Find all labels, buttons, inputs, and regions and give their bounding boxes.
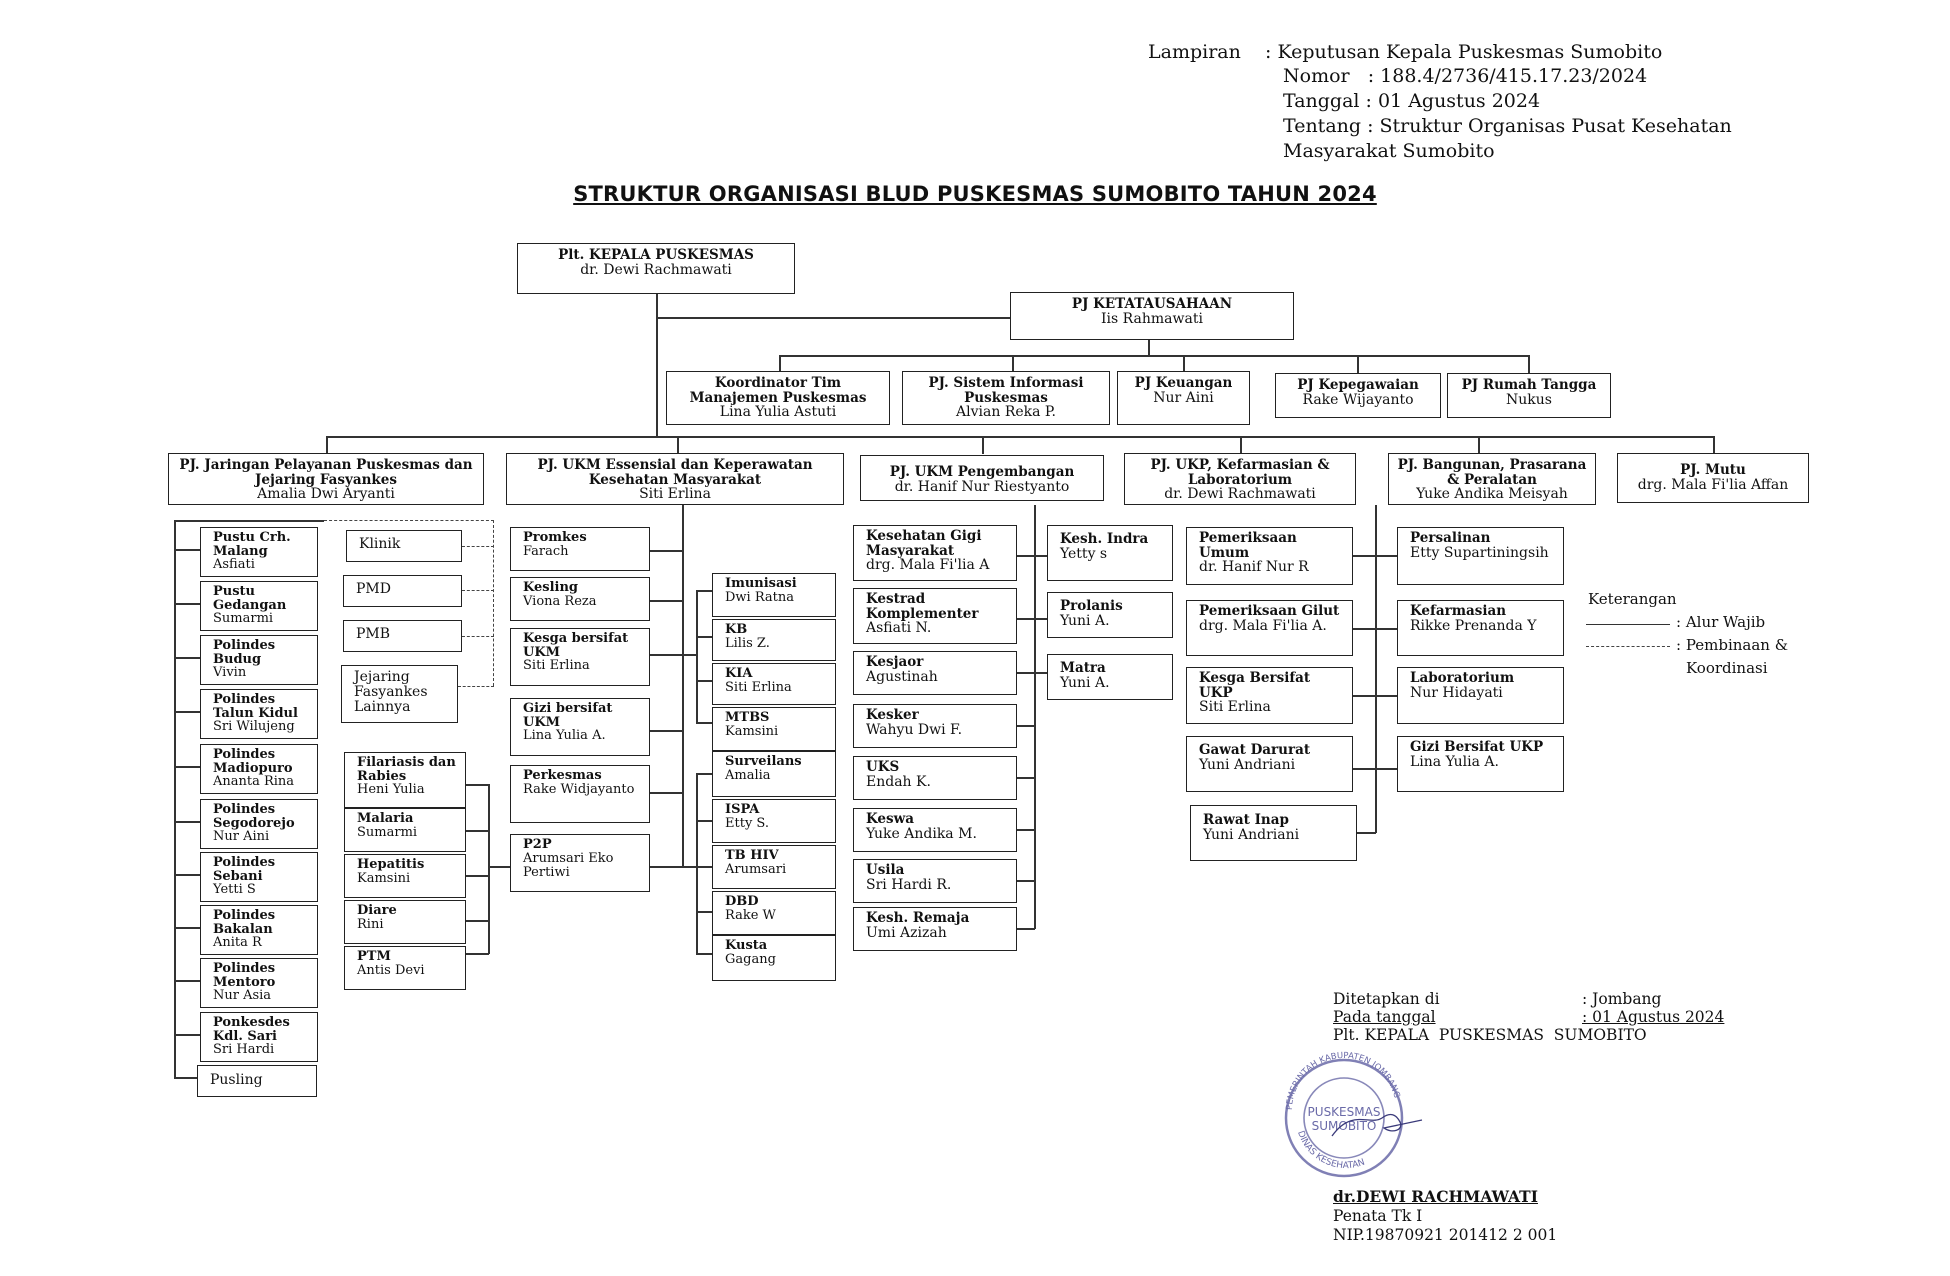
pj-box: PJ. UKM Pengembangan dr. Hanif Nur Riestyanto [860,455,1104,501]
ukp-unit: Rawat Inap Yuni Andriani [1190,805,1357,861]
jaringan-unit: Polindes Mentoro Nur Asia [200,958,318,1008]
ukm-essensial-unit: Promkes Farach [510,527,650,571]
jaringan-unit: Pustu Crh. Malang Asfiati [200,527,318,577]
legend-solid-line [1586,624,1670,625]
ukm-pengembangan-right-unit: Prolanis Yuni A. [1047,592,1173,638]
ukp-right-unit: Laboratorium Nur Hidayati [1397,667,1564,724]
nomor-line: Nomor : 188.4/2736/415.17.23/2024 [1283,65,1648,87]
jejaring-box: Klinik [346,530,462,562]
p2-unit: Hepatitis Kamsini [344,854,466,898]
legend-solid-label: : Alur Wajib [1676,613,1766,631]
svg-text:PEMERINTAH KABUPATEN JOMBANG [1285,1051,1402,1110]
ukm-pengembangan-right-unit: Matra Yuni A. [1047,654,1173,700]
tentang-line-2: Masyarakat Sumobito [1283,140,1495,162]
jaringan-unit: Polindes Bakalan Anita R [200,905,318,955]
jejaring-box: PMB [343,620,462,652]
ukp-unit: Gawat Darurat Yuni Andriani [1186,736,1353,792]
ukm-essensial-unit: P2P Arumsari Eko Pertiwi [510,834,650,892]
kesga-sub-unit: KB Lilis Z. [712,619,836,661]
jaringan-unit: Polindes Budug Vivin [200,635,318,685]
legend-title: Keterangan [1588,590,1677,608]
ukm-pengembangan-unit: Kesker Wahyu Dwi F. [853,704,1017,748]
stamp-top-text: PEMERINTAH KABUPATEN JOMBANG [1284,1050,1402,1111]
pj-box: PJ. UKP, Kefarmasian & Laboratorium dr. Dewi Rachmawati [1124,453,1356,505]
ukm-essensial-unit: Kesling Viona Reza [510,577,650,621]
ukm-pengembangan-unit: Kesjaor Agustinah [853,651,1017,695]
kesga-sub-unit: KIA Siti Erlina [712,663,836,705]
admin-unit: PJ Keuangan Nur Aini [1117,371,1250,425]
p2-unit: Malaria Sumarmi [344,808,466,852]
kesga-sub-unit: MTBS Kamsini [712,707,836,751]
p2p-sub-unit: DBD Rake W [712,891,836,935]
signer-nip: NIP.19870921 201412 2 001 [1333,1226,1558,1244]
jejaring-box: Jejaring Fasyankes Lainnya [341,665,458,723]
p2p-sub-unit: TB HIV Arumsari [712,845,836,889]
tentang-line-1: Tentang : Struktur Organisas Pusat Kesehatan [1283,115,1732,137]
jaringan-unit: Polindes Madiopuro Ananta Rina [200,744,318,794]
stamp-center-2: SUMOBITO [1311,1119,1377,1133]
ketatausahaan-box [1010,292,1294,340]
pusling-box: Pusling [197,1065,317,1097]
signer-rank: Penata Tk I [1333,1207,1423,1225]
pj-box: PJ. Jaringan Pelayanan Puskesmas dan Jejaring Fasyankes Amalia Dwi Aryanti [168,453,484,505]
p2p-sub-unit: Surveilans Amalia [712,751,836,797]
lampiran-label: Lampiran [1148,41,1241,63]
ukm-pengembangan-unit: Usila Sri Hardi R. [853,859,1017,903]
ukm-pengembangan-right-unit: Kesh. Indra Yetty s [1047,525,1173,581]
pj-box: PJ. UKM Essensial dan Keperawatan Kesehatan Masyarakat Siti Erlina [506,453,844,505]
pj-box: PJ. Mutu drg. Mala Fi'lia Affan [1617,453,1809,503]
ditetapkan-value: : Jombang [1582,990,1662,1008]
admin-unit: PJ Rumah Tangga Nukus [1447,373,1611,418]
kesga-sub-unit: Imunisasi Dwi Ratna [712,573,836,617]
pada-value: : 01 Agustus 2024 [1582,1008,1725,1026]
ukp-right-unit: Gizi Bersifat UKP Lina Yulia A. [1397,736,1564,792]
official-stamp [1272,1048,1426,1186]
page-title: STRUKTUR ORGANISASI BLUD PUSKESMAS SUMOBITO TAHUN 2024 [573,182,1377,206]
kepala-title: Plt. KEPALA PUSKESMAS [558,247,754,263]
signer-name: dr.DEWI RACHMAWATI [1333,1187,1538,1206]
jaringan-unit: Polindes Segodorejo Nur Aini [200,799,318,849]
ukp-unit: Pemeriksaan Umum dr. Hanif Nur R [1186,527,1353,585]
ketatausahaan-title: PJ KETATAUSAHAAN [1071,296,1233,312]
jejaring-box: PMD [343,575,462,607]
ukm-essensial-unit: Gizi bersifat UKM Lina Yulia A. [510,698,650,756]
lampiran-value: : Keputusan Kepala Puskesmas Sumobito [1265,41,1663,63]
ukm-pengembangan-unit: Kestrad Komplementer Asfiati N. [853,588,1017,644]
p2-unit: PTM Antis Devi [344,946,466,990]
p2p-sub-unit: Kusta Gagang [712,935,836,981]
kepala-name: dr. Dewi Rachmawati [580,261,732,278]
legend-dashed-line [1586,646,1670,647]
kepala-puskesmas-box [517,243,795,294]
legend-dashed-label: : Pembinaan & [1676,636,1789,654]
jabatan: Plt. KEPALA PUSKESMAS SUMOBITO [1333,1026,1647,1044]
ukm-pengembangan-unit: Kesh. Remaja Umi Azizah [853,907,1017,951]
ukp-right-unit: Persalinan Etty Supartiningsih [1397,527,1564,585]
jaringan-unit: Polindes Talun Kidul Sri Wilujeng [200,689,318,739]
pj-box: PJ. Bangunan, Prasarana & Peralatan Yuke Andika Meisyah [1388,453,1596,505]
stamp-center-1: PUSKESMAS [1307,1105,1381,1119]
ukm-pengembangan-unit: UKS Endah K. [853,756,1017,800]
p2p-sub-unit: ISPA Etty S. [712,799,836,843]
admin-unit: PJ Kepegawaian Rake Wijayanto [1275,373,1441,418]
jaringan-unit: Polindes Sebani Yetti S [200,852,318,902]
admin-unit: PJ. Sistem Informasi Puskesmas Alvian Reka P. [902,371,1110,425]
ukp-unit: Pemeriksaan Gilut drg. Mala Fi'lia A. [1186,600,1353,656]
ukp-right-unit: Kefarmasian Rikke Prenanda Y [1397,600,1564,656]
ukp-unit: Kesga Bersifat UKP Siti Erlina [1186,667,1353,724]
jaringan-unit: Ponkesdes Kdl. Sari Sri Hardi [200,1012,318,1062]
stamp-bottom-text: DINAS KESEHATAN [1295,1129,1367,1172]
pada-label: Pada tanggal [1333,1008,1436,1026]
p2-unit: Filariasis dan Rabies Heni Yulia [344,752,466,808]
jaringan-unit: Pustu Gedangan Sumarmi [200,581,318,631]
ukm-essensial-unit: Kesga bersifat UKM Siti Erlina [510,628,650,686]
svg-text:DINAS KESEHATAN [1295,1130,1366,1172]
ukm-pengembangan-unit: Keswa Yuke Andika M. [853,808,1017,852]
admin-unit: Koordinator Tim Manajemen Puskesmas Lina Yulia Astuti [666,371,890,425]
ditetapkan-label: Ditetapkan di [1333,990,1440,1008]
p2-unit: Diare Rini [344,900,466,944]
ukm-pengembangan-unit: Kesehatan Gigi Masyarakat drg. Mala Fi'lia A [853,525,1017,581]
ketatausahaan-name: Iis Rahmawati [1101,310,1203,327]
ukm-essensial-unit: Perkesmas Rake Widjayanto [510,765,650,823]
tanggal-line: Tanggal : 01 Agustus 2024 [1283,90,1541,112]
legend-dashed-label-2: Koordinasi [1686,659,1768,677]
